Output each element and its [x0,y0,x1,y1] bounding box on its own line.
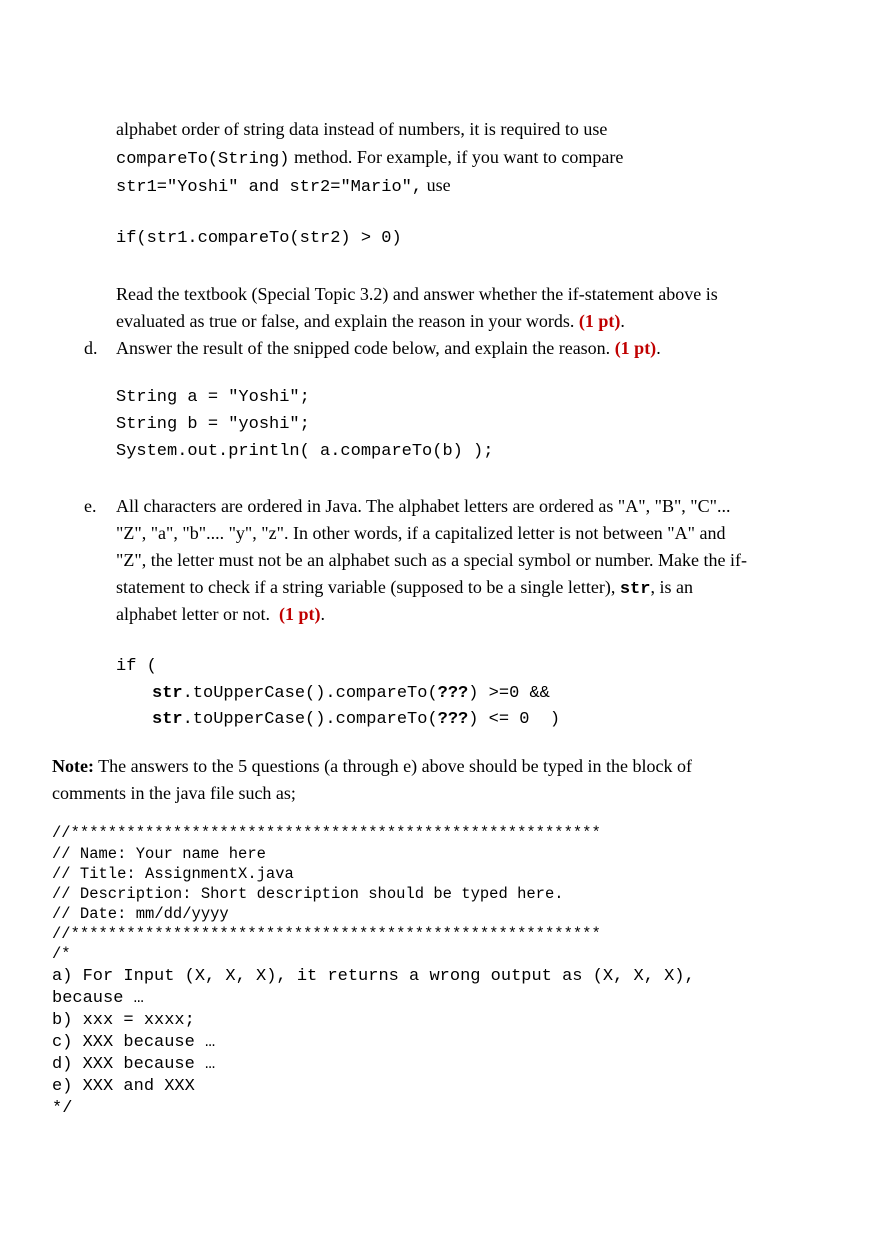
comment-line: */ [52,1099,73,1118]
item-e-line-3: "Z", the letter must not be an alphabet such as a special symbol or number. Make the if- [116,550,748,570]
item-e-marker: e. [84,496,97,516]
if-open-code: if ( [116,657,157,676]
comment-line: // Title: AssignmentX.java [52,865,294,883]
period: . [320,604,325,624]
note-line-1 [52,755,692,777]
comment-line: because … [52,989,144,1008]
comment-line: e) XXX and XXX [52,1077,195,1096]
read-line-2 [116,310,625,332]
code-line: String b = "yoshi"; [116,415,310,434]
period: . [656,338,661,358]
comment-line: /* [52,945,71,963]
item-e-line-4 [116,576,693,601]
item-d-text [116,337,661,359]
code-line [152,684,550,703]
str1-code: str1="Yoshi" [116,178,239,197]
code-line [152,710,560,729]
period: . [620,311,625,331]
read-line-1: Read the textbook (Special Topic 3.2) and answer whether the if-statement above is [116,284,718,304]
item-e-line-2: "Z", "a", "b".... "y", "z". In other words, if a capitalized letter is not between "A" and [116,523,726,543]
comment-line: // Name: Your name here [52,845,266,863]
code-mid: .toUpperCase().compareTo( [182,710,438,729]
comment-line: b) xxx = xxxx; [52,1011,195,1030]
code-line: String a = "Yoshi"; [116,388,310,407]
item-e-line-5-text: alphabet letter or not. [116,604,270,624]
if-compare-code: if(str1.compareTo(str2) > 0) [116,229,402,248]
note-label: Note: [52,756,94,776]
points-badge: (1 pt) [578,311,621,331]
and-code: and [238,178,290,197]
comment-line: //********************************************************* [52,925,601,943]
code-mid: .toUpperCase().compareTo( [182,684,438,703]
item-e-line-4-b: , is an [650,577,693,597]
compareto-code: compareTo(String) [116,150,290,169]
intro-line-1: alphabet order of string data instead of numbers, it is required to use [116,119,608,139]
placeholder-q: ??? [437,684,469,703]
comment-line: // Date: mm/dd/yyyy [52,905,229,923]
intro-line-2 [116,146,623,171]
item-d-question: Answer the result of the snipped code below, and explain the reason. [116,338,611,358]
comment-line: // Description: Short description should be typed here. [52,885,564,903]
placeholder-q: ??? [437,710,469,729]
intro-line-3 [116,174,451,199]
comment-line: d) XXX because … [52,1055,216,1074]
item-e-line-4-a: statement to check if a string variable (supposed to be a single letter), [116,577,620,597]
code-end: ) >=0 && [468,684,550,703]
item-e-line-5 [116,603,325,625]
use-text: use [422,175,451,195]
code-line: System.out.println( a.compareTo(b) ); [116,442,494,461]
comment-line: a) For Input (X, X, X), it returns a wrong output as (X, X, X), [52,967,695,986]
comment-line: //********************************************************* [52,824,601,842]
item-e-line-1: All characters are ordered in Java. The alphabet letters are ordered as "A", "B", "C"... [116,496,731,516]
read-line-2-text: evaluated as true or false, and explain the reason in your words. [116,311,575,331]
str2-code: str2="Mario", [289,178,423,197]
note-text: The answers to the 5 questions (a through e) above should be typed in the block of [93,756,693,776]
points-badge: (1 pt) [278,604,321,624]
str-var: str [152,710,183,729]
item-d-marker: d. [84,338,98,358]
str-var: str [152,684,183,703]
points-badge: (1 pt) [614,338,657,358]
code-end: ) <= 0 ) [468,710,561,729]
comment-line: c) XXX because … [52,1033,216,1052]
str-code: str [619,580,651,599]
note-line-2: comments in the java file such as; [52,783,296,803]
intro-line-2-text: method. For example, if you want to compare [289,147,624,167]
